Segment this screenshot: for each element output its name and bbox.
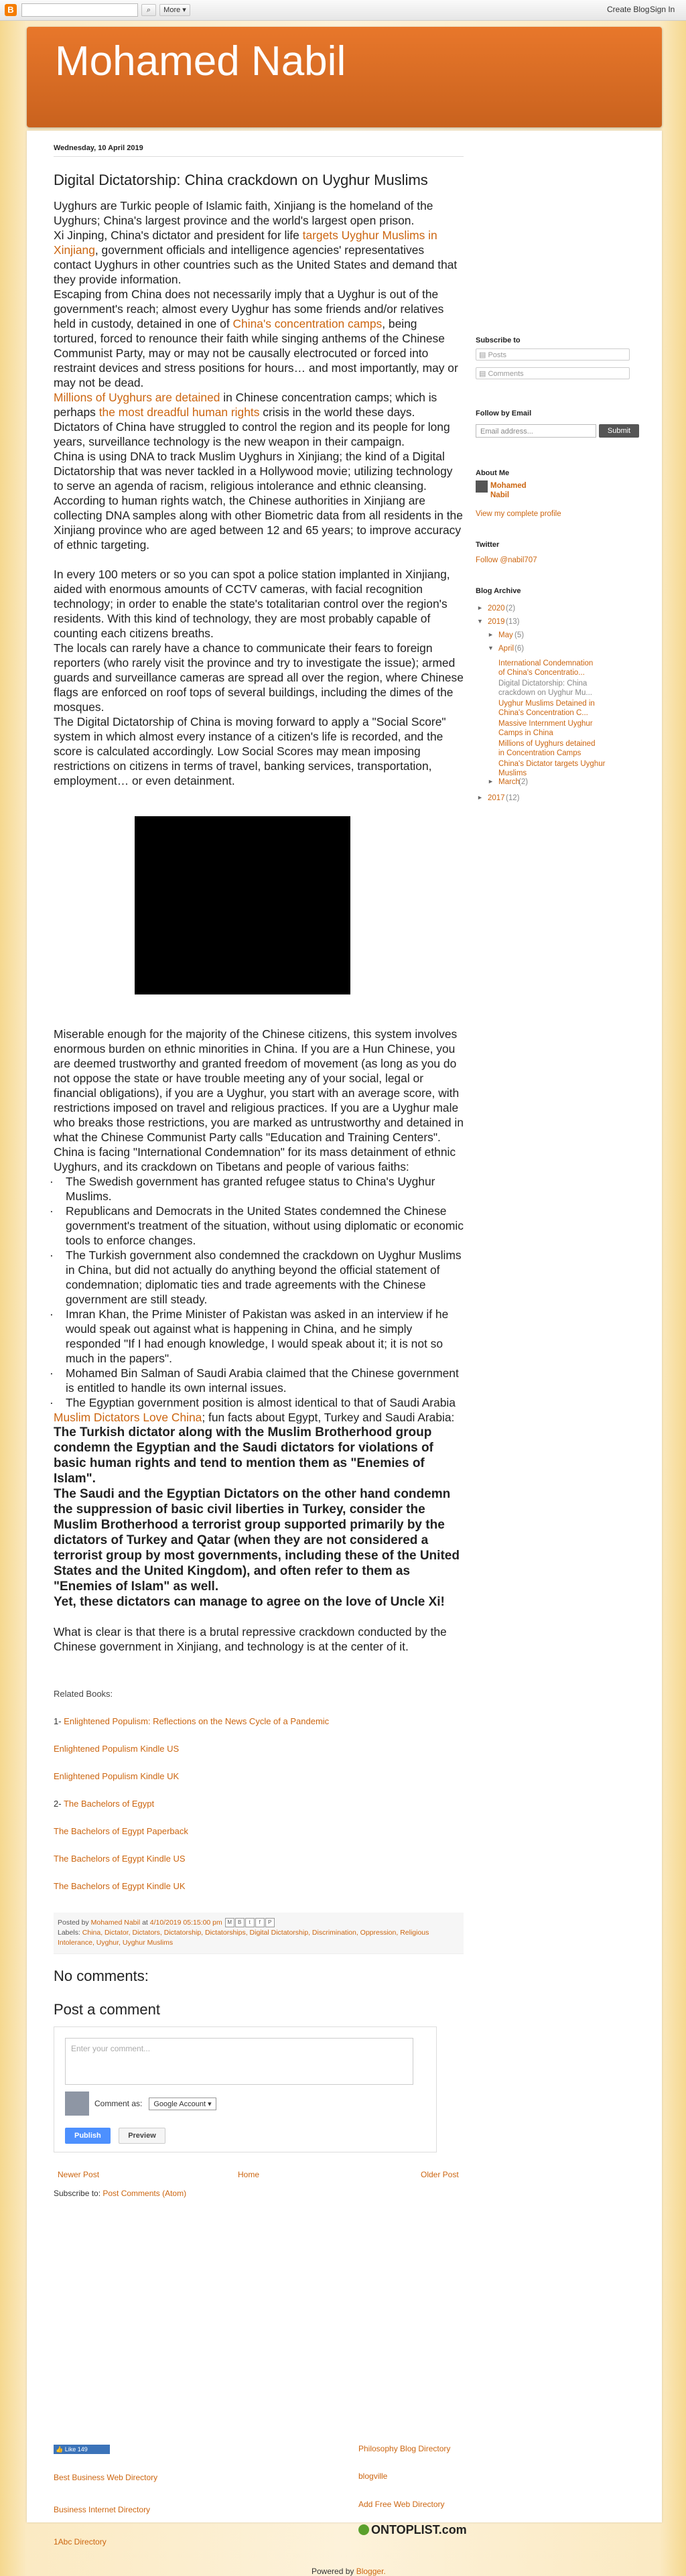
related-item <box>54 1881 464 1891</box>
account-select[interactable]: Google Account ▾ <box>149 2098 216 2110</box>
text: at <box>140 1919 150 1927</box>
list-item: · Republicans and Democrats in the United States condemned the Chinese government's treatment of the situation, without using diplomatic or economic tools to enforce changes. <box>54 1204 464 1248</box>
home-link[interactable]: Home <box>238 2170 260 2179</box>
avatar <box>65 2091 89 2116</box>
labels-prefix: Labels: <box>58 1929 82 1937</box>
facebook-like-badge[interactable]: 👍 Like 149 <box>54 2445 110 2454</box>
preview-button[interactable]: Preview <box>119 2128 165 2144</box>
follow-email-heading: Follow by Email <box>476 409 532 417</box>
directory-link[interactable]: Best Business Web Directory <box>54 2473 158 2482</box>
list-item: · The Swedish government has granted refugee status to China's Uyghur Muslims. <box>54 1174 464 1204</box>
paragraph <box>54 228 464 287</box>
link-muslim-dictators[interactable]: Muslim Dictators Love China <box>54 1411 202 1424</box>
archive-count: (6) <box>514 645 525 653</box>
item-number: 2- <box>54 1799 64 1809</box>
content-area <box>27 131 662 2576</box>
author-link[interactable]: Mohamed Nabil <box>90 1919 141 1927</box>
related-item <box>54 1826 464 1836</box>
link-millions-detained[interactable]: Millions of Uyghurs are detained <box>54 391 220 404</box>
text: , being tortured, forced to renounce their faith while singing anthems of the Chinese Communist Party, may or may not be causally electrocuted or forced into restraint devices and stress positions for hours… and most importantly, may or may not be dead. <box>54 317 458 389</box>
expand-arrow-icon[interactable]: ► <box>477 794 483 801</box>
text: ; fun facts about Egypt, Turkey and Saudi Arabia: <box>202 1411 455 1424</box>
ontoplist-badge[interactable] <box>358 2523 467 2537</box>
ontoplist-logo-icon <box>358 2524 369 2535</box>
subscribe-comments-dropdown[interactable]: ▤ Comments <box>476 367 630 379</box>
list-item: · The Egyptian government position is almost identical to that of Saudi Arabia <box>54 1395 464 1410</box>
book-link[interactable]: The Bachelors of Egypt Kindle US <box>54 1854 186 1864</box>
link-targets-uyghur[interactable]: targets Uyghur Muslims in Xinjiang <box>54 229 437 257</box>
pinterest-share-icon[interactable]: P <box>265 1918 275 1927</box>
comment-textarea[interactable]: Enter your comment... <box>65 2038 413 2085</box>
comment-form <box>54 2026 437 2152</box>
search-icon: ⌕ <box>146 6 151 14</box>
related-item <box>54 1799 464 1809</box>
paragraph: What is clear is that there is a brutal repressive crackdown conducted by the Chinese government in Xinjiang, and technology is at the center of it. <box>54 1625 447 1653</box>
profile-name-link[interactable]: Mohamed Nabil <box>490 482 527 499</box>
text: Posted by <box>58 1919 91 1927</box>
archive-count: (13) <box>506 618 520 626</box>
expand-arrow-icon[interactable]: ► <box>488 778 494 785</box>
atom-link[interactable]: Post Comments (Atom) <box>102 2189 187 2198</box>
directory-link[interactable]: 1Abc Directory <box>54 2537 107 2547</box>
archive-may[interactable]: May <box>498 631 513 639</box>
link-concentration-camps[interactable]: China's concentration camps <box>232 317 383 330</box>
ontoplist-text: ONTOPLIST.com <box>371 2523 467 2536</box>
archive-count: (5) <box>514 631 525 639</box>
text: crisis in the world these days. Dictators of China have struggled to control the region and its people for long years, surveillance technology is the new weapon in their campaign. <box>54 405 450 448</box>
main-column <box>54 144 464 2198</box>
twitter-follow-link[interactable]: Follow @nabil707 <box>476 556 537 564</box>
bold-paragraph: The Turkish dictator along with the Muslim Brotherhood group condemn the Egyptian and the Saudi dictators for violations of basic human rights and tend to mention them as "Enemies of Islam". <box>54 1425 433 1486</box>
list-item: · The Turkish government also condemned the crackdown on Uyghur Muslims in China, but did not actually do anything beyond the official statement of condemnation; diplomatic ties and trade agreements with the Chinese government are still steady. <box>54 1248 464 1307</box>
book-link[interactable]: The Bachelors of Egypt Kindle UK <box>54 1881 186 1891</box>
paragraph <box>54 390 464 449</box>
blog-header <box>27 27 662 127</box>
twitter-share-icon[interactable]: t <box>245 1918 255 1927</box>
related-item <box>54 1771 464 1781</box>
paragraph: The Digital Dictatorship of China is moving forward to apply a "Social Score" system in which almost every instance of a citizen's life is recorded, and the score is calculated accordingly. Low Social Scores may mean imposing restrictions on citizens in terms of travel, banking services, transportation, employment… or even detainment. <box>54 715 446 787</box>
date-header: Wednesday, 10 April 2019 <box>54 144 464 157</box>
archive-march[interactable]: March <box>498 778 520 786</box>
paragraph: In every 100 meters or so you can spot a police station implanted in Xinjiang, aided with enormous amounts of CCTV cameras, with facial recognition technology; in order to enable the state's totalitarian control over the region's residents. With this kind of technology, they are most probably capable of counting each citizens breaths. <box>54 568 450 640</box>
timestamp-link[interactable]: 4/10/2019 05:15:00 pm <box>149 1919 222 1927</box>
book-link[interactable]: Enlightened Populism Kindle UK <box>54 1771 180 1781</box>
paragraph <box>54 287 464 390</box>
comment-as-row <box>65 2091 425 2116</box>
text: , government officials and intelligence agencies' representatives contact Uyghurs in other countries such as the United States and demand that they provide information. <box>54 243 458 286</box>
book-link[interactable]: Enlightened Populism Kindle US <box>54 1744 180 1754</box>
archive-post-link[interactable]: International Condemnation of China's Concentratio... <box>498 659 594 677</box>
related-item <box>54 1854 464 1864</box>
directory-link[interactable]: blogville <box>358 2471 388 2481</box>
blogger-link[interactable]: Blogger. <box>356 2567 386 2576</box>
book-link[interactable]: Enlightened Populism: Reflections on the News Cycle of a Pandemic <box>64 1716 330 1726</box>
related-books <box>54 1689 464 1891</box>
list-item: · Mohamed Bin Salman of Saudi Arabia claimed that the Chinese government is entitled to handle its own internal issues. <box>54 1366 464 1395</box>
subscribe-posts-dropdown[interactable]: ▤ Posts <box>476 348 630 361</box>
archive-count: (2) <box>519 778 529 786</box>
publish-button[interactable]: Publish <box>65 2128 111 2144</box>
text: Xi Jinping, China's dictator and president for life <box>54 229 303 242</box>
post-body <box>54 198 464 1654</box>
post-footer <box>54 1913 464 1954</box>
archive-count: (2) <box>506 604 516 613</box>
paragraph: The locals can rarely have a chance to communicate their fears to foreign reporters (who rarely visit the province and try to investigate the issue); armed guards and surveillance cameras are spread all over the region, where Chinese flags are enforced on roof tops of several buildings, including the dimes of the mosques. <box>54 641 464 714</box>
related-item <box>54 1744 464 1754</box>
blogthis-icon[interactable]: B <box>235 1918 245 1927</box>
create-blog-link[interactable]: Create Blog <box>607 5 650 14</box>
paragraph: Uyghurs are Turkic people of Islamic faith, Xinjiang is the homeland of the Uyghurs; China's largest province and the world's largest open prison. <box>54 199 433 227</box>
profile-photo[interactable] <box>476 480 488 493</box>
link-dreadful-human-rights[interactable]: the most dreadful human rights <box>98 405 260 419</box>
directory-link[interactable]: Business Internet Directory <box>54 2505 151 2514</box>
comment-as-label: Comment as: <box>94 2099 143 2108</box>
submit-button[interactable]: Submit <box>599 424 639 438</box>
archive-post-link[interactable]: Millions of Uyghurs detained in Concentration Camps <box>498 740 596 757</box>
archive-post-link[interactable]: China's Dictator targets Uyghur Muslims <box>498 760 606 777</box>
post-meta <box>58 1918 460 1928</box>
paragraph: China is using DNA to track Muslim Uyghurs in Xinjiang; the kind of a Digital Dictatorship that was never tackled in a Hollywood movie; utilizing technology to serve an agenda of racism, religious intolerance and ethnic cleansing. According to human rights watch, the Chinese authorities in Xinjiang are collecting DNA samples along with other Biometric data from all residents in the Xinjiang province who are aged between 12 and 65 years; to improve accuracy of ethnic targeting. <box>54 450 463 552</box>
directory-link[interactable]: Add Free Web Directory <box>358 2500 445 2509</box>
blog-archive-heading: Blog Archive <box>476 587 521 595</box>
text: Powered by <box>312 2567 356 2576</box>
text: Subscribe to: <box>54 2189 103 2198</box>
archive-post-link[interactable]: Massive Internment Uyghur Camps in China <box>498 720 593 737</box>
list-item: · Imran Khan, the Prime Minister of Pakistan was asked in an interview if he would speak out against what is happening in China, and he simply responded "If I had enough knowledge, I would speak about it; it is not so much in the papers". <box>54 1307 464 1366</box>
collapse-arrow-icon[interactable]: ▼ <box>488 645 494 651</box>
directory-link[interactable]: Philosophy Blog Directory <box>358 2444 451 2453</box>
twitter-heading: Twitter <box>476 541 500 549</box>
text: in Chinese concentration camps; which is perhaps <box>54 391 437 419</box>
blog-title[interactable]: Mohamed Nabil <box>55 38 346 84</box>
paragraph <box>54 1410 464 1425</box>
item-number: 1- <box>54 1716 64 1726</box>
no-comments-heading: No comments: <box>54 1968 149 1984</box>
expand-arrow-icon[interactable]: ► <box>477 604 483 611</box>
book-link[interactable]: The Bachelors of Egypt Paperback <box>54 1826 188 1836</box>
navbar-search-input[interactable] <box>21 3 138 17</box>
navbar-more-button[interactable]: More ▾ <box>159 4 190 16</box>
powered-by <box>312 2567 386 2576</box>
sign-in-link[interactable]: Sign In <box>650 5 675 14</box>
labels-links[interactable]: China, Dictator, Dictators, Dictatorship, Dictatorships, Digital Dictatorship, Discrimination, Oppression, Religious Intolerance, Uyghur, Uyghur Muslims <box>58 1929 429 1947</box>
archive-post-current[interactable]: Digital Dictatorship: China crackdown on Uyghur Mu... <box>498 680 592 697</box>
facebook-share-icon[interactable]: f <box>255 1918 265 1927</box>
archive-post-link[interactable]: Uyghur Muslims Detained in China's Concentration C... <box>498 700 595 717</box>
subscribe-comments <box>54 2189 464 2198</box>
archive-2020[interactable]: 2020 <box>488 604 505 613</box>
paragraph: China is facing "International Condemnation" for its mass detainment of ethnic Uyghurs, and its crackdown on Tibetans and people of various faiths: <box>54 1145 456 1173</box>
navbar-search-button[interactable] <box>141 4 156 16</box>
about-me-heading: About Me <box>476 469 510 477</box>
post-comment-heading: Post a comment <box>54 2001 160 2018</box>
subscribe-heading: Subscribe to <box>476 336 521 344</box>
blogger-navbar <box>0 0 686 21</box>
blogger-logo-icon[interactable]: B <box>5 4 17 16</box>
blog-pager <box>54 2170 464 2181</box>
related-item <box>54 1716 464 1726</box>
embedded-video[interactable] <box>135 816 350 994</box>
post-labels <box>58 1928 460 1948</box>
view-profile-link[interactable]: View my complete profile <box>476 510 561 518</box>
post-title: Digital Dictatorship: China crackdown on Uyghur Muslims <box>54 172 428 188</box>
bold-paragraph: Yet, these dictators can manage to agree on the love of Uncle Xi! <box>54 1595 445 1609</box>
newer-post-link[interactable]: Newer Post <box>58 2170 100 2179</box>
older-post-link[interactable]: Older Post <box>421 2170 459 2179</box>
bold-paragraph: The Saudi and the Egyptian Dictators on the other hand condemn the suppression of basic civil liberties in Turkey, consider the Muslim Brotherhood a terrorist group supported primarily by the dictators of Turkey and Qatar (when they are not considered a terrorist group by most governments, including these of the United States and the United Kingdom), and often refer to them as "Enemies of Islam" as well. <box>54 1487 460 1594</box>
book-link[interactable]: The Bachelors of Egypt <box>63 1799 155 1809</box>
text: Escaping from China does not necessarily imply that a Uyghur is out of the government's reach; almost every Uyghur has some friends and/or relatives held in custody, detained in one of <box>54 287 444 330</box>
related-heading: Related Books: <box>54 1689 113 1699</box>
archive-2017[interactable]: 2017 <box>488 794 505 802</box>
collapse-arrow-icon[interactable]: ▼ <box>477 618 483 625</box>
archive-count: (12) <box>506 794 520 802</box>
email-input[interactable]: Email address... <box>476 424 596 438</box>
email-share-icon[interactable]: M <box>225 1918 234 1927</box>
archive-2019[interactable]: 2019 <box>488 618 505 626</box>
archive-april[interactable]: April <box>498 645 514 653</box>
paragraph: Miserable enough for the majority of the Chinese citizens, this system involves enormous burden on ethnic minorities in China. If you are a Hun Chinese, you are deemed trustworthy and granted freedom of movement (as long as you do not oppose the state or have trouble meeting any of your social, legal or financial obligations), if you are a Uyghur, you start with an average score, with restrictions imposed on travel and religious practices. If you are a Uyghur male who breaks those restrictions, you are marked as untrustworthy and detained in what the Chinese Communist Party calls "Education and Training Centers". <box>54 1027 464 1144</box>
expand-arrow-icon[interactable]: ► <box>488 631 494 638</box>
